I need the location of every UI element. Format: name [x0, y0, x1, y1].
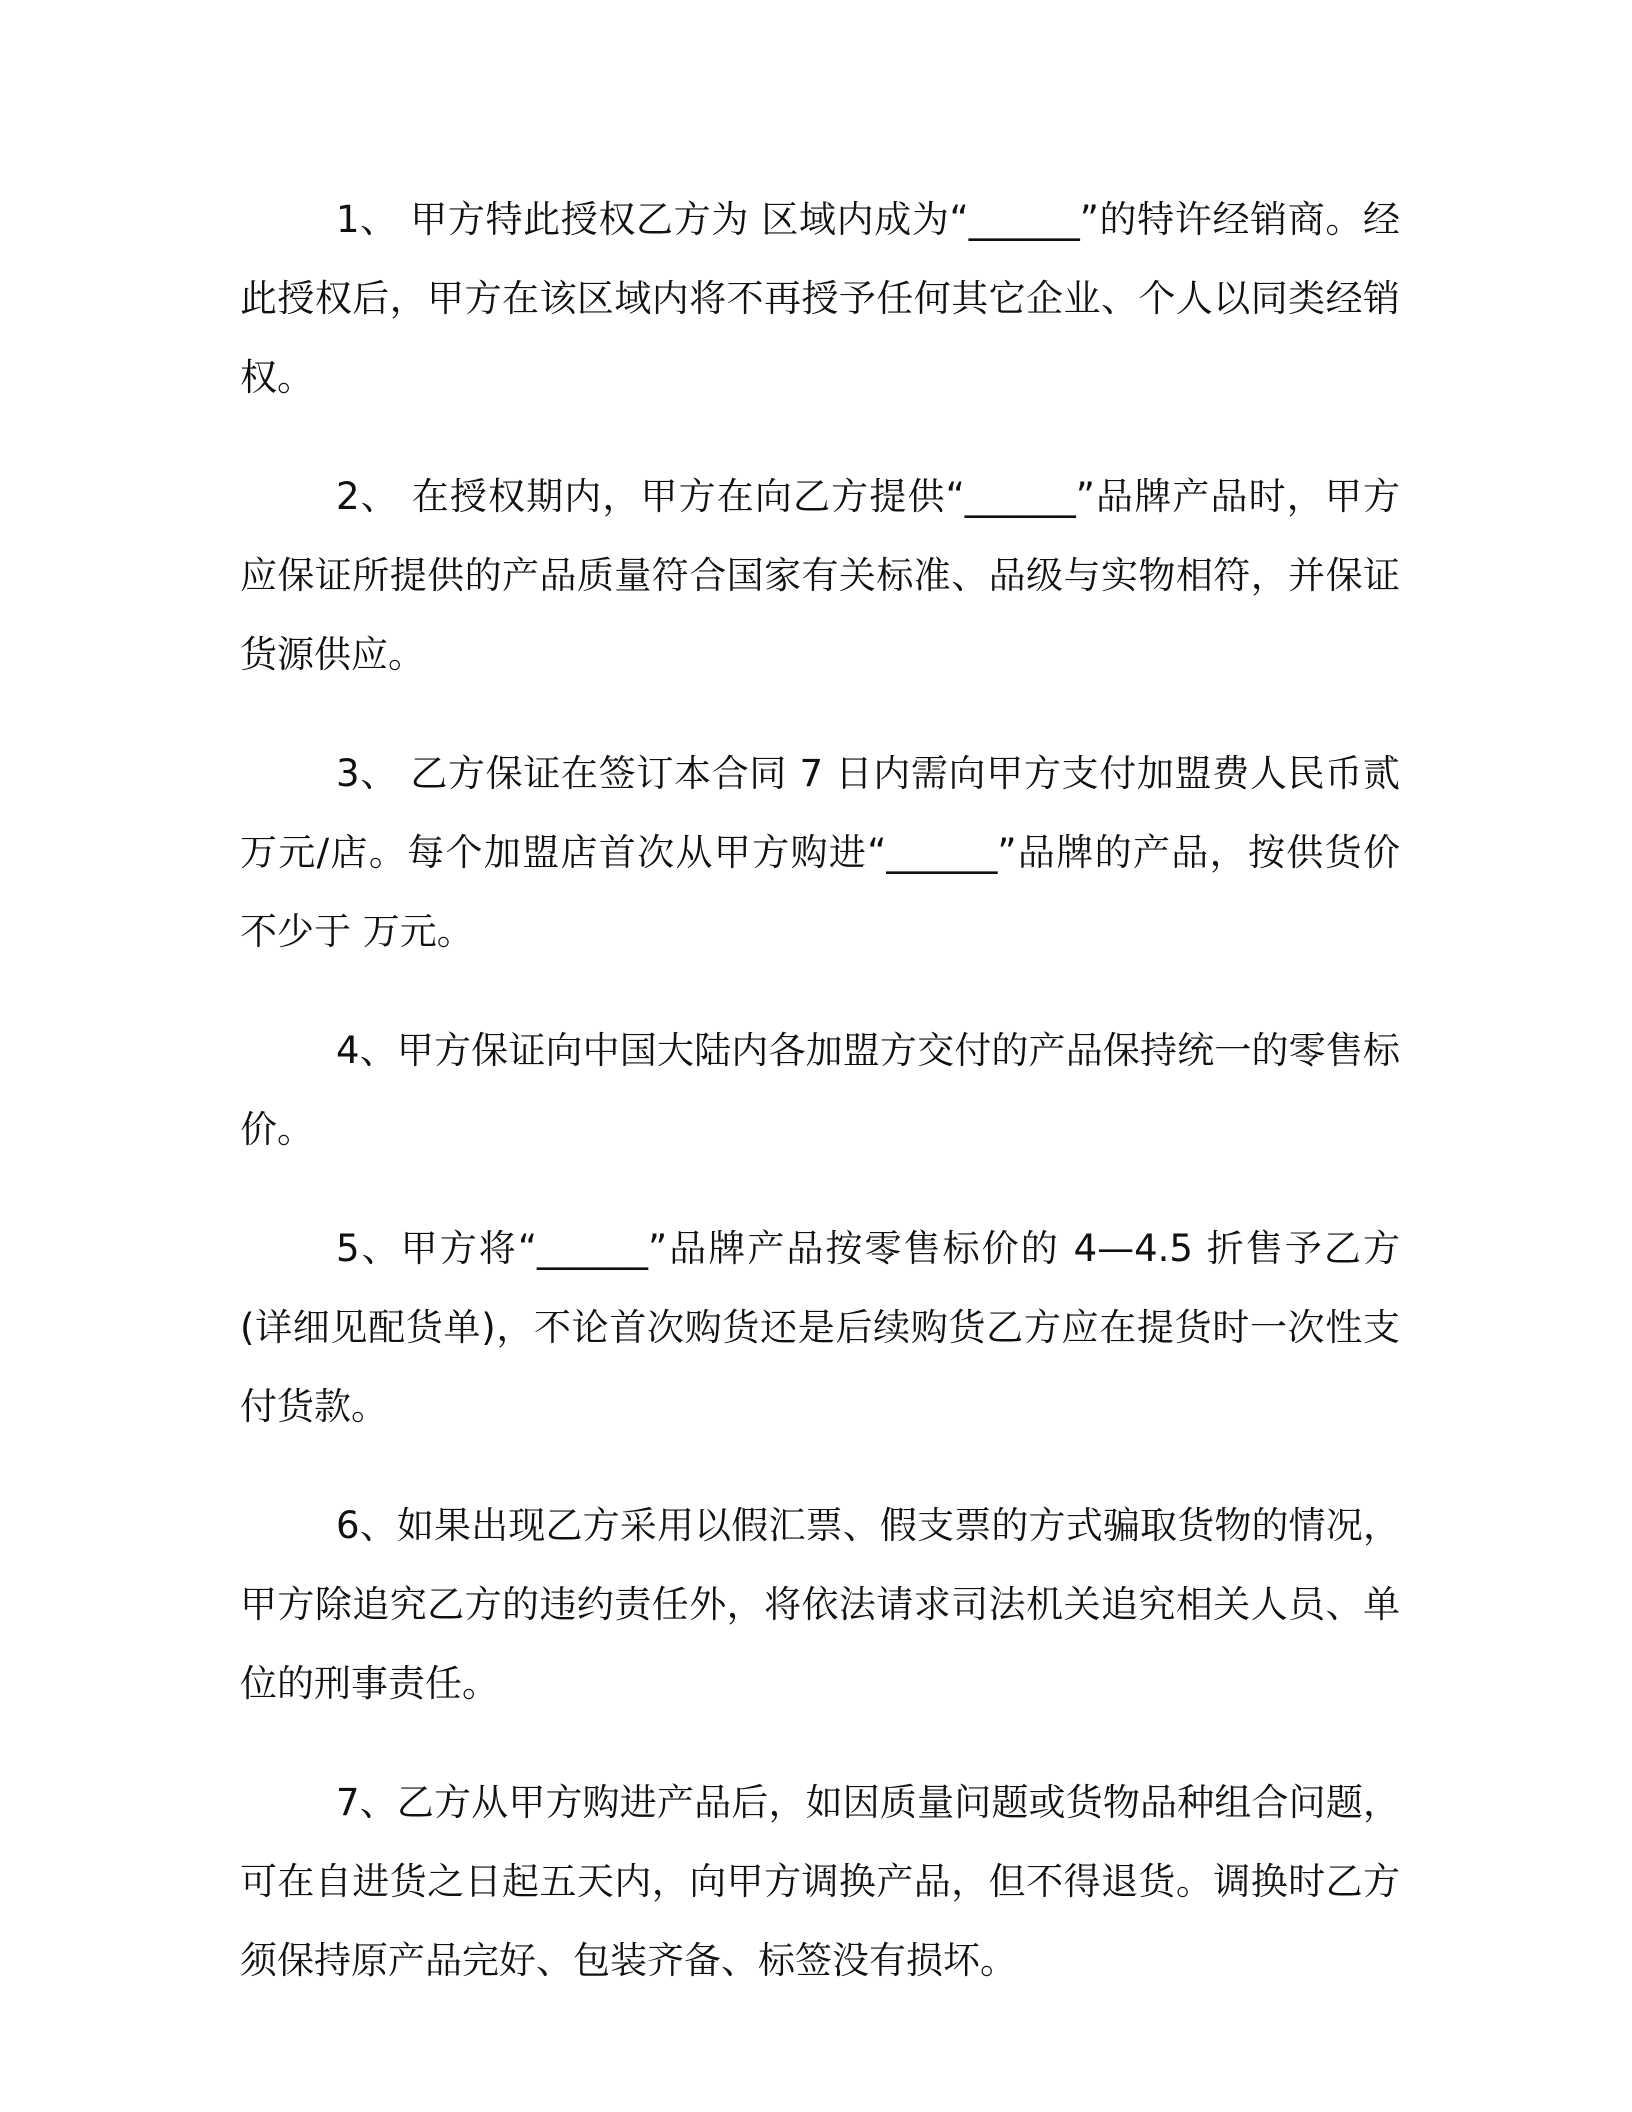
clause-5: 5、甲方将“______”品牌产品按零售标价的 4—4.5 折售予乙方(详细见配货单)，不论首次购货还是后续购货乙方应在提货时一次性支付货款。 [240, 1227, 1400, 1428]
clause-3: 3、 乙方保证在签订本合同 7 日内需向甲方支付加盟费人民币贰万元/店。每个加盟店首次从甲方购进“______”品牌的产品，按供货价不少于 万元。 [240, 752, 1400, 953]
clause-4: 4、甲方保证向中国大陆内各加盟方交付的产品保持统一的零售标价。 [240, 1029, 1400, 1151]
clause-2: 2、 在授权期内，甲方在向乙方提供“______”品牌产品时，甲方应保证所提供的产品质量符合国家有关标准、品级与实物相符，并保证货源供应。 [240, 475, 1400, 676]
clause-1: 1、 甲方特此授权乙方为 区域内成为“______”的特许经销商。经此授权后，甲方在该区域内将不再授予任何其它企业、个人以同类经销权。 [240, 198, 1400, 399]
clause-7: 7、乙方从甲方购进产品后，如因质量问题或货物品种组合问题，可在自进货之日起五天内，向甲方调换产品，但不得退货。调换时乙方须保持原产品完好、包装齐备、标签没有损坏。 [240, 1781, 1400, 1982]
clause-6: 6、如果出现乙方采用以假汇票、假支票的方式骗取货物的情况，甲方除追究乙方的违约责任外，将依法请求司法机关追究相关人员、单位的刑事责任。 [240, 1504, 1400, 1705]
document-page [240, 180, 1400, 2040]
